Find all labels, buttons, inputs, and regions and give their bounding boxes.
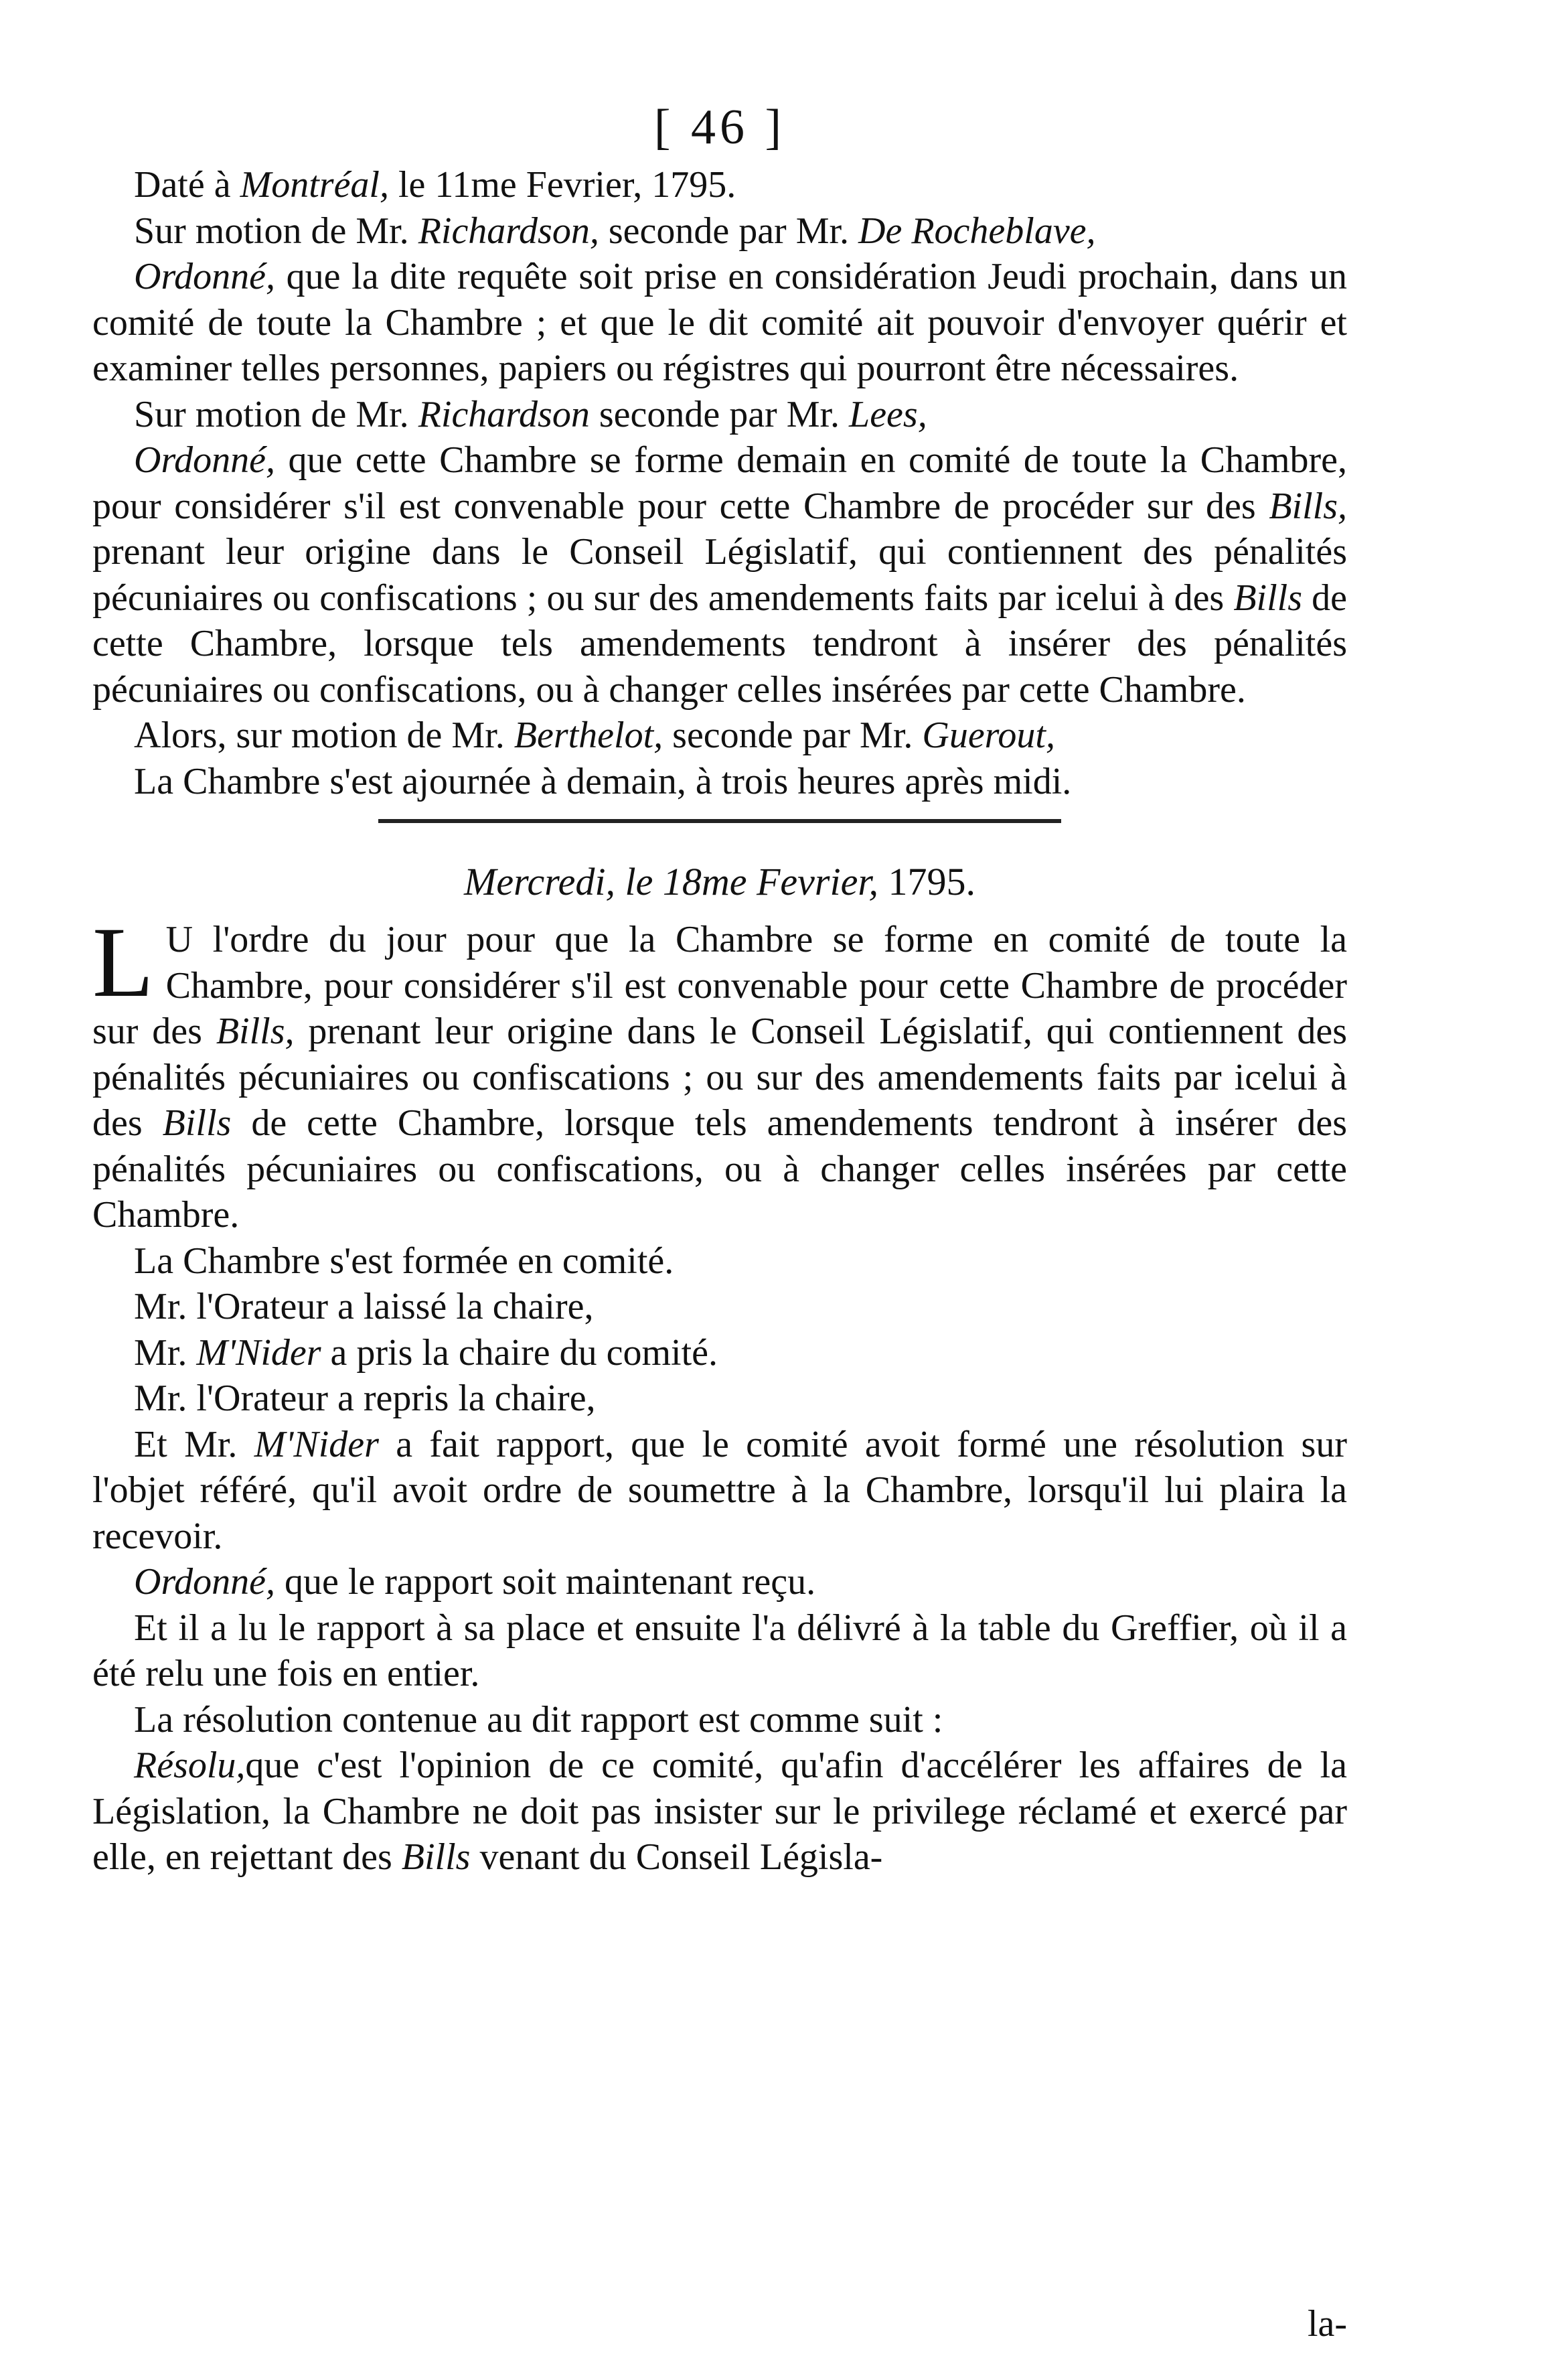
paragraph-motion-1: Sur motion de Mr. Richardson, seconde par Mr. De Rocheblave, [134,210,1096,252]
paragraph-adjourned: La Chambre s'est ajournée à demain, à trois heures après midi. [134,760,1072,802]
paragraph-report-read: Et il a lu le rapport à sa place et ensuite l'a délivré à la table du Greffier, où il a été relu une fois en entier. [92,1607,1347,1694]
page-number: [ 46 ] [653,100,786,155]
drop-cap: L [92,907,154,1018]
paragraph-resolution: Résolu,que c'est l'opinion de ce comité, qu'afin d'accélérer les affaires de la Législation, la Chambre ne doit pas insister sur le privilege réclamé et exercé par elle, en rejettant des Bills venant du Conseil Législa- [92,1745,1347,1878]
catchword: la- [1307,2303,1347,2345]
section-heading: Mercredi, le 18me Fevrier, 1795. [464,860,975,903]
paragraph-resolution-intro: La résolution contenue au dit rapport est comme suit : [134,1698,943,1741]
paragraph-order-of-day: L U l'ordre du jour pour que la Chambre se forme en comité de toute la Chambre, pour considérer s'il est convenable pour cette Chambre de procéder sur des Bills, prenant leur origine dans le Conseil Législatif, qui contiennent des pénalités pécuniaires ou confiscations ; ou sur des amendements faits par icelui à des Bills de cette Chambre, lorsque tels amendements tendront à insérer des pénalités pécuniaires ou confiscations, ou à changer celles insérées par cette Chambre. [92,907,1347,1236]
paragraph-motion-2: Sur motion de Mr. Richardson seconde par Mr. Lees, [134,393,927,435]
paragraph-chair-taken: Mr. M'Nider a pris la chaire du comité. [134,1331,718,1374]
paragraph-report: Et Mr. M'Nider a fait rapport, que le comité avoit formé une résolution sur l'objet référé, qu'il avoit ordre de soumettre à la Chambre, lorsqu'il lui plaira la recevoir. [92,1423,1347,1557]
paragraph-speaker-left: Mr. l'Orateur a laissé la chaire, [134,1286,594,1327]
section-divider [378,819,1061,823]
paragraph-committee-formed: La Chambre s'est formée en comité. [134,1240,674,1282]
paragraph-speaker-resumed: Mr. l'Orateur a repris la chaire, [134,1378,596,1419]
paragraph-motion-3: Alors, sur motion de Mr. Berthelot, seconde par Mr. Guerout, [134,715,1055,756]
paragraph-dated: Daté à Montréal, le 11me Fevrier, 1795. [134,164,736,206]
paragraph-order-1: Ordonné, que la dite requête soit prise en considération Jeudi prochain, dans un comité de toute la Chambre ; et que le dit comité ait pouvoir d'envoyer quérir et examiner telles personnes, papiers ou régistres qui pourront être nécessaires. [92,256,1347,389]
paragraph-order-2: Ordonné, que cette Chambre se forme demain en comité de toute la Chambre, pour considérer s'il est convenable pour cette Chambre de procéder sur des Bills, prenant leur origine dans le Conseil Législatif, qui contiennent des pénalités pécuniaires ou confiscations ; ou sur des amendements faits par icelui à des Bills de cette Chambre, lorsque tels amendements tendront à insérer des pénalités pécuniaires ou confiscations, ou à changer celles insérées par cette Chambre. [92,439,1347,711]
paragraph-order-3: Ordonné, que le rapport soit maintenant reçu. [134,1561,816,1603]
